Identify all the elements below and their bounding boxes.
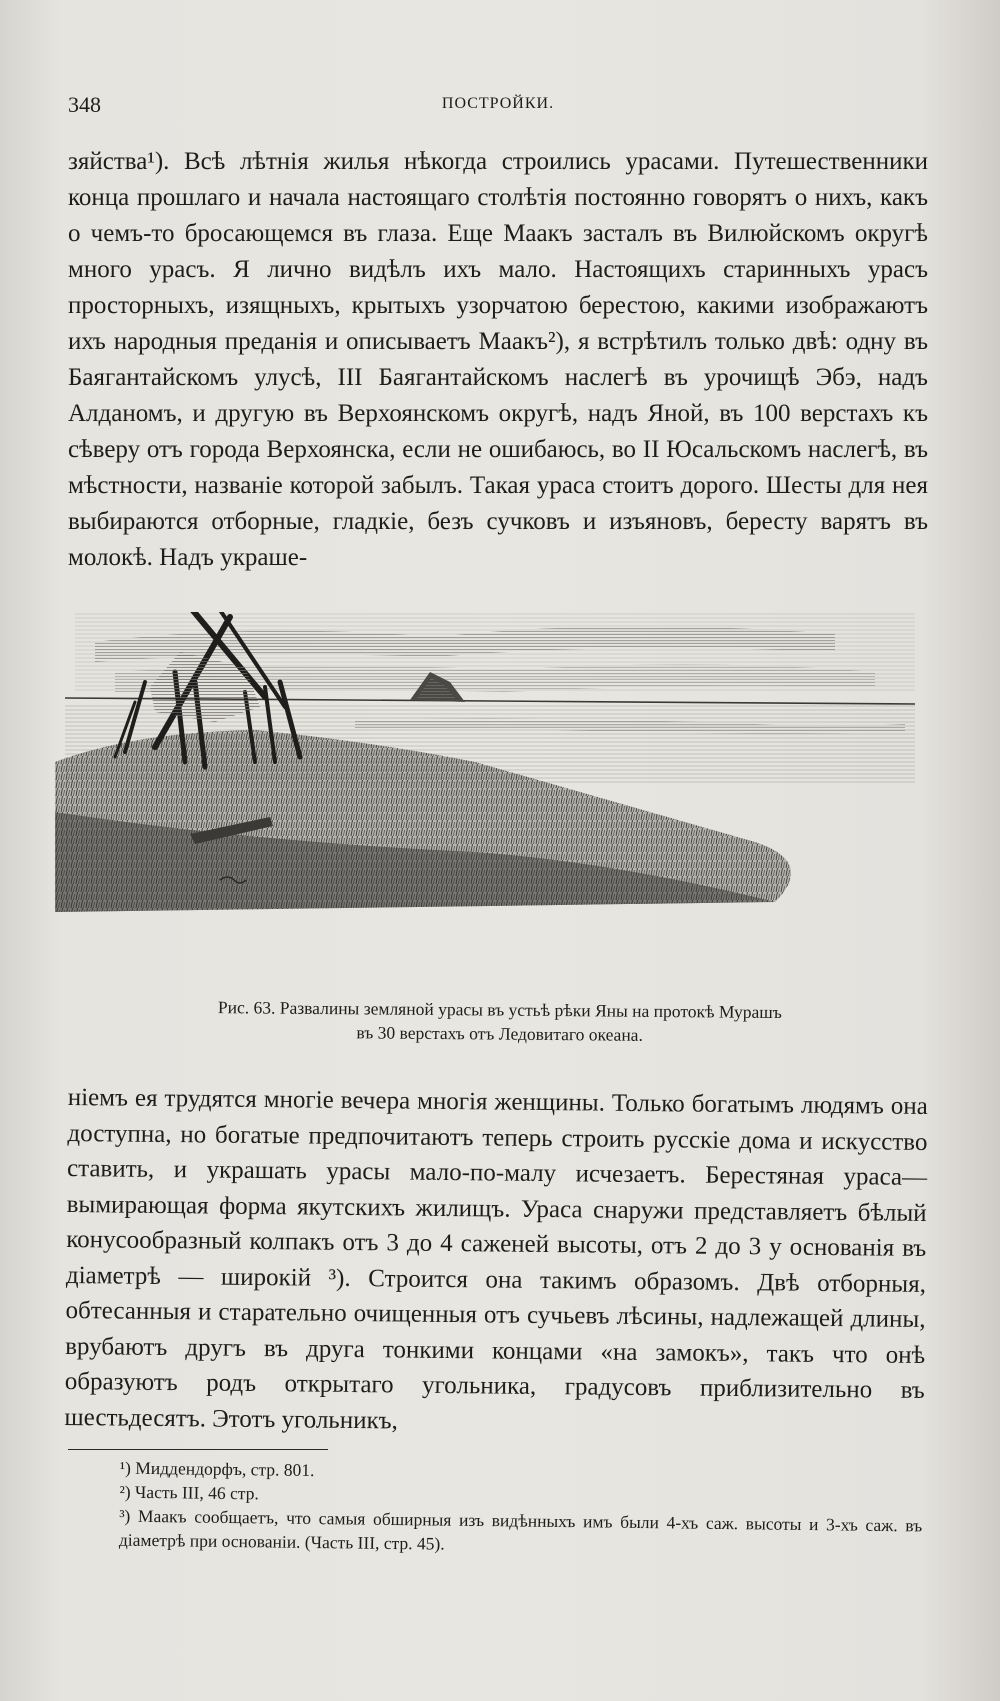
engraving-figure	[55, 612, 925, 982]
footnotes	[67, 1455, 923, 1561]
page-number: 348	[68, 92, 101, 117]
paragraph: ніемъ ея трудятся многіе вечера многія женщины. Только богатымъ людямъ она доступна, но богатые предпочитаютъ теперь строить русскіе дома и искусство ставить, и украшать урасы мало-по-малу исчезаетъ. Берестяная ураса—вымирающая форма якутскихъ жилищъ. Ураса снаружи представляетъ бѣлый конусообразный колпакъ отъ 3 до 4 саженей высоты, отъ 2 до 3 у основанія въ діаметрѣ — широкій ³). Строится она такимъ образомъ. Двѣ отборныя, обтесанныя и старательно очищенныя отъ сучьевъ лѣсины, надлежащей длины, врубаютъ другъ въ друга тонкими концами «на замокъ», такъ что онѣ образуютъ родъ открытаго угольника, градусовъ приблизительно въ шестьдесятъ. Этотъ угольникъ,	[64, 1083, 928, 1434]
caption-line: въ 30 верстахъ отъ Ледовитаго океана.	[356, 1022, 643, 1045]
body-text-top	[68, 144, 928, 576]
footnote-2: ²) Часть III, 46 стр.	[119, 1481, 259, 1504]
section-title: ПОСТРОЙКИ.	[441, 95, 555, 112]
body-text-bottom	[64, 1080, 928, 1444]
caption-line: Рис. 63. Развалины земляной урасы въ устьѣ рѣки Яны на протокѣ Мурашъ	[217, 997, 782, 1023]
paragraph: зяйства¹). Всѣ лѣтнія жилья нѣкогда строились урасами. Путешественники конца прошлаго и начала настоящаго столѣтія постоянно говорятъ о нихъ, какъ о чемъ-то бросающемся въ глаза. Еще Маакъ засталъ въ Вилюйскомъ округѣ много урасъ. Я лично видѣлъ ихъ мало. Настоящихъ старинныхъ урасъ просторныхъ, изящныхъ, крытыхъ узорчатою берестою, какими изображаютъ ихъ народныя преданія и описываетъ Маакъ²), я встрѣтилъ только двѣ: одну въ Баягантайскомъ улусѣ, III Баягантайскомъ наслегѣ въ урочищѣ Эбэ, надъ Алданомъ, и другую въ Верхоянскомъ округѣ, надъ Яной, въ 100 верстахъ къ сѣверу отъ города Верхоянска, если не ошибаюсь, во II Юсальскомъ наслегѣ, въ мѣстности, названіе которой забылъ. Такая ураса стоитъ дорого. Шесты для нея выбираются отборные, гладкіе, безъ сучковъ и изъяновъ, бересту варятъ въ молокѣ. Надъ украше-	[68, 148, 928, 571]
running-head	[68, 92, 928, 122]
engraving-illustration	[55, 612, 925, 982]
figure-caption	[90, 994, 910, 1049]
footnote-3: ³) Маакъ сообщаетъ, что самыя обширныя изъ видѣнныхъ имъ были 4-хъ саж. высоты и 3-хъ саж. въ діаметрѣ при основаніи. (Часть III, стр. 45).	[118, 1505, 923, 1554]
footnote-1: ¹) Миддендорфъ, стр. 801.	[119, 1457, 315, 1481]
footnote-divider	[68, 1449, 328, 1450]
